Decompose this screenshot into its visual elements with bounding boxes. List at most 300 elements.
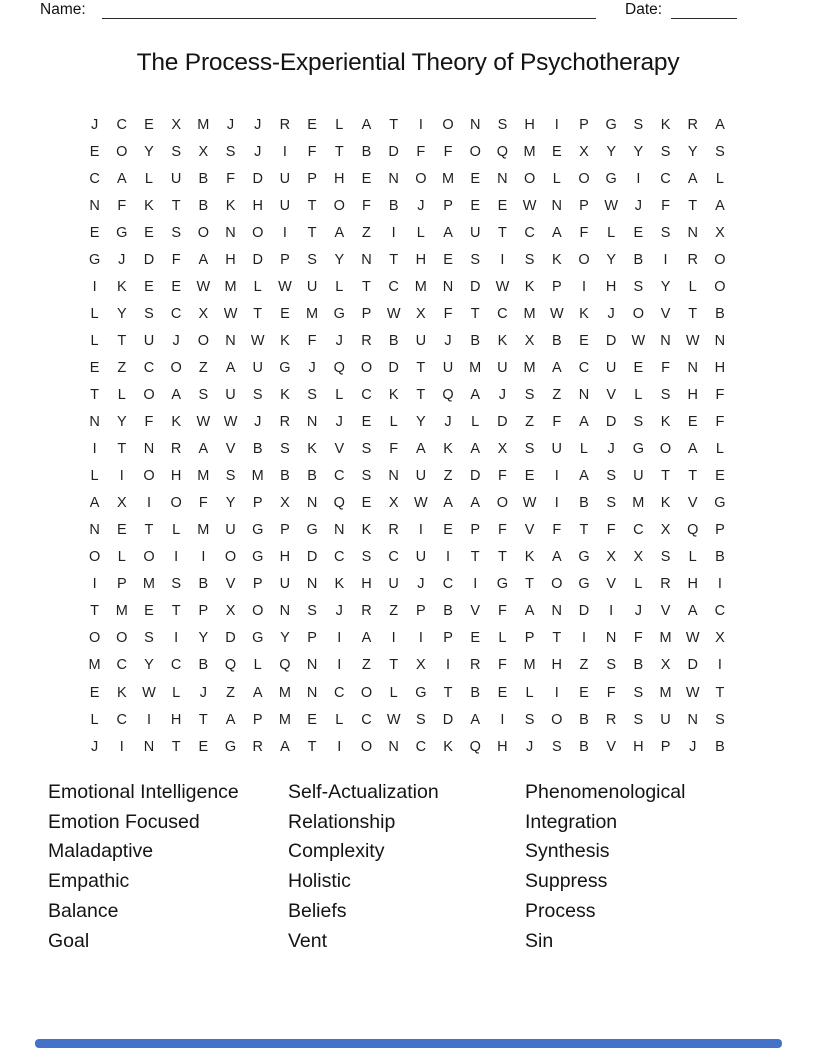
grid-letter[interactable]: R [388,522,399,539]
grid-letter[interactable]: X [280,495,290,512]
grid-letter[interactable]: F [389,441,399,458]
grid-letter[interactable]: E [198,738,209,755]
grid-letter[interactable]: X [606,549,616,566]
grid-letter[interactable]: S [361,549,372,566]
grid-letter[interactable]: S [252,386,263,403]
grid-letter[interactable]: U [497,359,508,376]
grid-letter[interactable]: D [306,549,318,566]
grid-letter[interactable]: H [279,549,291,566]
grid-letter[interactable]: L [335,386,344,403]
grid-letter[interactable]: T [171,603,181,620]
grid-letter[interactable]: O [442,116,454,133]
grid-letter[interactable]: G [224,738,237,755]
grid-letter[interactable]: P [361,305,372,322]
grid-letter[interactable]: J [335,332,343,349]
grid-letter[interactable]: J [634,197,642,214]
grid-letter[interactable]: U [252,359,263,376]
grid-letter[interactable]: M [659,684,672,701]
grid-letter[interactable]: L [634,576,643,593]
grid-letter[interactable]: J [525,738,534,755]
grid-letter[interactable]: A [470,495,481,512]
grid-letter[interactable]: N [687,359,698,376]
grid-letter[interactable]: Y [144,143,154,160]
grid-letter[interactable]: B [388,332,399,349]
grid-letter[interactable]: F [661,359,670,376]
grid-letter[interactable]: L [144,170,153,187]
grid-letter[interactable]: X [171,116,181,133]
grid-letter[interactable]: D [388,359,399,376]
grid-letter[interactable]: Y [606,251,616,268]
grid-letter[interactable]: M [523,359,536,376]
grid-letter[interactable]: S [225,143,236,160]
grid-letter[interactable]: A [198,251,209,268]
grid-letter[interactable]: F [497,468,507,485]
grid-letter[interactable]: O [224,549,237,566]
grid-letter[interactable]: N [551,197,563,214]
grid-letter[interactable]: N [605,630,617,647]
grid-letter[interactable]: A [361,116,372,133]
grid-letter[interactable]: M [197,468,210,485]
grid-letter[interactable]: E [443,251,453,268]
grid-letter[interactable]: I [391,630,396,647]
grid-letter[interactable]: E [89,359,100,376]
grid-letter[interactable]: X [715,224,725,241]
grid-letter[interactable]: J [607,441,615,458]
grid-letter[interactable]: J [172,332,180,349]
grid-letter[interactable]: S [524,441,535,458]
grid-letter[interactable]: D [497,414,508,431]
grid-letter[interactable]: T [552,630,562,647]
grid-letter[interactable]: F [443,305,453,322]
grid-letter[interactable]: S [361,441,372,458]
grid-letter[interactable]: N [388,738,399,755]
grid-letter[interactable]: Y [660,278,671,295]
grid-letter[interactable]: Q [279,657,291,674]
grid-letter[interactable]: W [196,414,211,431]
grid-letter[interactable]: I [146,495,151,512]
grid-letter[interactable]: O [197,224,209,241]
grid-letter[interactable]: O [714,278,726,295]
grid-letter[interactable]: I [418,630,423,647]
grid-letter[interactable]: V [660,305,671,322]
grid-letter[interactable]: E [470,197,481,214]
grid-letter[interactable]: C [116,657,128,674]
grid-letter[interactable]: V [334,441,345,458]
grid-letter[interactable]: L [90,711,99,728]
grid-letter[interactable]: L [552,170,561,187]
grid-letter[interactable]: X [225,603,236,620]
grid-letter[interactable]: A [470,386,481,403]
grid-letter[interactable]: K [116,278,127,295]
grid-letter[interactable]: L [90,332,99,349]
grid-letter[interactable]: X [388,495,399,512]
grid-letter[interactable]: O [170,495,182,512]
grid-letter[interactable]: W [522,495,537,512]
grid-letter[interactable]: S [280,441,290,458]
grid-letter[interactable]: T [525,576,535,593]
grid-letter[interactable]: P [252,576,263,593]
grid-letter[interactable]: E [89,143,100,160]
grid-letter[interactable]: Q [224,657,237,674]
grid-letter[interactable]: D [252,170,263,187]
grid-letter[interactable]: X [416,657,426,674]
grid-letter[interactable]: C [116,711,128,728]
grid-letter[interactable]: C [170,305,182,322]
grid-letter[interactable]: L [253,278,262,295]
grid-letter[interactable]: V [606,576,616,593]
grid-letter[interactable]: N [89,197,100,214]
grid-letter[interactable]: G [88,251,101,268]
grid-letter[interactable]: M [632,495,645,512]
grid-letter[interactable]: N [442,278,454,295]
grid-letter[interactable]: P [551,278,562,295]
grid-letter[interactable]: K [280,332,290,349]
grid-letter[interactable]: O [551,711,563,728]
grid-letter[interactable]: D [143,251,155,268]
grid-letter[interactable]: S [307,603,317,620]
grid-letter[interactable]: T [362,278,371,295]
grid-letter[interactable]: T [90,603,100,620]
grid-letter[interactable]: J [335,603,343,620]
grid-letter[interactable]: F [497,657,507,674]
grid-letter[interactable]: J [254,414,262,431]
grid-letter[interactable]: I [418,522,423,539]
grid-letter[interactable]: B [715,738,725,755]
grid-letter[interactable]: U [306,278,318,295]
grid-letter[interactable]: U [143,332,155,349]
grid-letter[interactable]: G [333,305,345,322]
grid-letter[interactable]: W [685,332,700,349]
grid-letter[interactable]: W [196,278,211,295]
grid-letter[interactable]: D [578,603,590,620]
grid-letter[interactable]: Y [334,251,345,268]
grid-letter[interactable]: E [497,197,508,214]
grid-letter[interactable]: L [471,414,480,431]
grid-letter[interactable]: E [307,116,317,133]
grid-letter[interactable]: T [389,251,399,268]
grid-letter[interactable]: D [469,468,481,485]
grid-letter[interactable]: T [661,468,670,485]
grid-letter[interactable]: S [633,684,644,701]
grid-letter[interactable]: E [361,495,372,512]
grid-letter[interactable]: F [416,143,426,160]
grid-letter[interactable]: J [90,116,99,133]
grid-letter[interactable]: I [500,711,505,728]
grid-letter[interactable]: O [496,495,509,512]
grid-letter[interactable]: G [279,359,291,376]
grid-letter[interactable]: T [389,657,399,674]
grid-letter[interactable]: P [660,738,671,755]
grid-letter[interactable]: K [361,522,372,539]
grid-letter[interactable]: O [578,170,590,187]
grid-letter[interactable]: Q [469,738,481,755]
grid-letter[interactable]: S [307,251,317,268]
grid-letter[interactable]: F [171,251,181,268]
grid-letter[interactable]: G [252,630,264,647]
grid-letter[interactable]: Q [687,522,699,539]
grid-letter[interactable]: T [497,549,507,566]
grid-letter[interactable]: I [282,143,287,160]
grid-letter[interactable]: K [334,576,345,593]
grid-letter[interactable]: I [581,630,586,647]
grid-letter[interactable]: X [198,143,209,160]
grid-letter[interactable]: I [418,116,423,133]
grid-letter[interactable]: B [633,657,644,674]
grid-letter[interactable]: O [333,197,345,214]
grid-letter[interactable]: P [416,603,426,620]
grid-letter[interactable]: X [579,143,589,160]
grid-letter[interactable]: V [687,495,698,512]
grid-letter[interactable]: N [361,251,372,268]
grid-letter[interactable]: L [607,224,616,241]
grid-letter[interactable]: T [307,224,317,241]
grid-letter[interactable]: N [388,170,399,187]
grid-letter[interactable]: S [606,657,616,674]
grid-letter[interactable]: Z [362,224,371,241]
grid-letter[interactable]: I [201,549,206,566]
grid-letter[interactable]: J [634,603,642,620]
grid-letter[interactable]: T [443,684,453,701]
grid-letter[interactable]: J [417,576,425,593]
grid-letter[interactable]: E [687,414,698,431]
grid-letter[interactable]: A [687,603,698,620]
grid-letter[interactable]: L [688,549,697,566]
grid-letter[interactable]: E [579,332,589,349]
grid-letter[interactable]: G [116,224,128,241]
grid-letter[interactable]: I [663,251,668,268]
grid-letter[interactable]: W [414,495,428,512]
grid-letter[interactable]: O [88,549,101,566]
grid-letter[interactable]: K [497,332,508,349]
grid-letter[interactable]: J [118,251,126,268]
grid-letter[interactable]: I [581,278,586,295]
grid-letter[interactable]: A [416,441,426,458]
grid-letter[interactable]: S [171,224,181,241]
grid-letter[interactable]: O [360,359,373,376]
grid-letter[interactable]: M [523,143,536,160]
grid-letter[interactable]: T [497,224,507,241]
grid-letter[interactable]: E [280,305,290,322]
grid-letter[interactable]: V [225,576,236,593]
grid-letter[interactable]: O [551,576,563,593]
grid-letter[interactable]: K [443,441,453,458]
grid-letter[interactable]: W [223,305,238,322]
grid-letter[interactable]: J [689,738,697,755]
grid-letter[interactable]: R [605,711,617,728]
grid-letter[interactable]: H [170,468,182,485]
grid-letter[interactable]: T [144,522,154,539]
grid-letter[interactable]: A [687,441,698,458]
grid-letter[interactable]: O [659,441,672,458]
grid-letter[interactable]: I [391,224,396,241]
grid-letter[interactable]: R [279,414,291,431]
grid-letter[interactable]: T [117,441,127,458]
grid-letter[interactable]: P [280,251,290,268]
grid-letter[interactable]: E [116,522,127,539]
grid-letter[interactable]: U [170,170,182,187]
grid-letter[interactable]: C [578,359,590,376]
grid-letter[interactable]: P [470,522,481,539]
grid-letter[interactable]: H [252,197,263,214]
grid-letter[interactable]: X [497,441,508,458]
grid-letter[interactable]: R [361,332,372,349]
grid-letter[interactable]: U [388,576,399,593]
grid-letter[interactable]: O [632,305,644,322]
grid-letter[interactable]: F [198,495,208,512]
grid-letter[interactable]: F [307,332,317,349]
grid-letter[interactable]: E [579,684,589,701]
grid-letter[interactable]: L [389,684,398,701]
grid-letter[interactable]: F [226,170,235,187]
grid-letter[interactable]: M [414,278,427,295]
grid-letter[interactable]: H [497,738,508,755]
grid-letter[interactable]: A [687,170,698,187]
grid-letter[interactable]: I [92,576,97,593]
grid-letter[interactable]: Y [144,657,154,674]
grid-letter[interactable]: A [579,468,589,485]
grid-letter[interactable]: T [579,522,589,539]
grid-letter[interactable]: T [688,468,698,485]
grid-letter[interactable]: N [225,224,236,241]
grid-letter[interactable]: U [415,549,427,566]
grid-letter[interactable]: L [715,170,724,187]
grid-letter[interactable]: P [715,522,725,539]
grid-letter[interactable]: W [549,305,564,322]
grid-letter[interactable]: B [633,251,644,268]
grid-letter[interactable]: T [171,197,181,214]
grid-letter[interactable]: Y [280,630,290,647]
grid-letter[interactable]: W [495,278,510,295]
grid-letter[interactable]: Z [226,684,235,701]
grid-letter[interactable]: O [360,684,373,701]
grid-letter[interactable]: I [92,441,97,458]
grid-letter[interactable]: O [143,549,155,566]
grid-letter[interactable]: R [361,603,372,620]
grid-letter[interactable]: V [660,603,671,620]
grid-letter[interactable]: P [198,603,209,620]
grid-letter[interactable]: K [660,116,671,133]
grid-letter[interactable]: F [307,143,317,160]
grid-letter[interactable]: I [554,468,559,485]
grid-letter[interactable]: E [361,170,372,187]
grid-letter[interactable]: T [253,305,263,322]
grid-letter[interactable]: A [579,414,589,431]
grid-letter[interactable]: A [198,441,209,458]
grid-letter[interactable]: S [524,251,535,268]
grid-letter[interactable]: E [497,684,508,701]
grid-letter[interactable]: H [687,386,698,403]
grid-letter[interactable]: I [146,711,151,728]
grid-letter[interactable]: N [687,711,698,728]
grid-letter[interactable]: K [116,684,127,701]
grid-letter[interactable]: P [443,197,453,214]
grid-letter[interactable]: I [119,738,124,755]
grid-letter[interactable]: M [306,305,319,322]
grid-letter[interactable]: G [632,441,644,458]
grid-letter[interactable]: J [254,116,262,133]
grid-letter[interactable]: O [197,332,209,349]
grid-letter[interactable]: W [278,278,292,295]
grid-letter[interactable]: U [633,468,644,485]
grid-letter[interactable]: E [524,468,535,485]
grid-letter[interactable]: O [143,468,155,485]
grid-letter[interactable]: U [279,197,291,214]
grid-letter[interactable]: U [279,576,291,593]
grid-letter[interactable]: P [579,197,589,214]
grid-letter[interactable]: F [144,414,154,431]
grid-letter[interactable]: H [551,657,563,674]
grid-letter[interactable]: E [470,630,481,647]
grid-letter[interactable]: A [470,441,481,458]
grid-letter[interactable]: S [171,143,181,160]
grid-letter[interactable]: B [198,170,209,187]
grid-letter[interactable]: K [660,495,671,512]
grid-letter[interactable]: M [197,522,210,539]
grid-letter[interactable]: J [226,116,235,133]
grid-letter[interactable]: F [497,603,507,620]
grid-letter[interactable]: R [660,576,671,593]
grid-letter[interactable]: T [171,738,181,755]
grid-letter[interactable]: Z [389,603,399,620]
grid-letter[interactable]: Z [579,657,589,674]
grid-letter[interactable]: T [715,684,725,701]
grid-letter[interactable]: I [717,576,722,593]
grid-letter[interactable]: N [687,224,698,241]
grid-letter[interactable]: W [685,630,700,647]
grid-letter[interactable]: U [442,359,454,376]
grid-letter[interactable]: E [633,224,644,241]
grid-letter[interactable]: I [337,738,342,755]
grid-letter[interactable]: O [252,224,264,241]
grid-letter[interactable]: D [605,414,617,431]
grid-letter[interactable]: O [714,251,726,268]
grid-letter[interactable]: A [470,711,481,728]
date-fill-line[interactable] [671,18,737,19]
grid-letter[interactable]: N [89,414,100,431]
grid-letter[interactable]: W [386,711,401,728]
grid-letter[interactable]: S [715,711,725,728]
grid-letter[interactable]: H [225,251,236,268]
grid-letter[interactable]: M [441,170,455,187]
grid-letter[interactable]: B [579,495,589,512]
grid-letter[interactable]: F [715,414,725,431]
grid-letter[interactable]: B [252,441,263,458]
grid-letter[interactable]: D [469,278,481,295]
grid-letter[interactable]: W [386,305,401,322]
grid-letter[interactable]: E [144,224,154,241]
grid-letter[interactable]: I [473,576,478,593]
grid-letter[interactable]: J [90,738,99,755]
grid-letter[interactable]: A [443,224,453,241]
grid-letter[interactable]: N [660,332,671,349]
grid-letter[interactable]: J [199,684,207,701]
grid-letter[interactable]: M [88,657,101,674]
grid-letter[interactable]: E [89,684,100,701]
grid-letter[interactable]: G [252,522,264,539]
grid-letter[interactable]: I [554,495,559,512]
grid-letter[interactable]: L [498,630,507,647]
grid-letter[interactable]: I [282,224,287,241]
grid-letter[interactable]: B [198,657,209,674]
grid-letter[interactable]: T [416,386,426,403]
grid-letter[interactable]: H [605,278,617,295]
grid-letter[interactable]: Z [198,359,208,376]
grid-letter[interactable]: O [88,630,101,647]
grid-letter[interactable]: K [307,441,317,458]
grid-letter[interactable]: L [253,657,262,674]
grid-letter[interactable]: S [633,711,644,728]
grid-letter[interactable]: N [306,495,318,512]
